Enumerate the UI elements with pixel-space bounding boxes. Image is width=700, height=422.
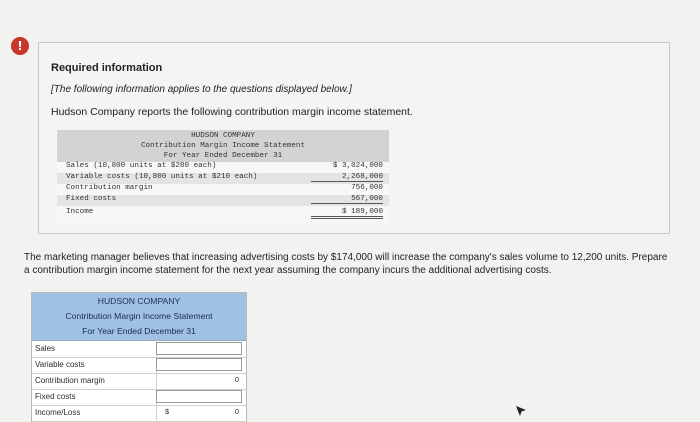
row-label[interactable]: Contribution margin <box>35 376 105 385</box>
answer-row-contribution-margin <box>32 373 246 390</box>
answer-title: Contribution Margin Income Statement <box>65 311 213 321</box>
answer-row-income-loss <box>32 405 246 422</box>
statement-period: For Year Ended December 31 <box>163 152 283 160</box>
row-label: Fixed costs <box>66 195 117 203</box>
row-amount: 567,000 <box>311 195 383 204</box>
statement-row-sales <box>57 162 389 173</box>
row-label[interactable]: Fixed costs <box>35 392 76 401</box>
question-text: The marketing manager believes that increasing advertising costs by $174,000 will increase the company's sales volume to 12,200 units. Prepare a contribution margin income statement for the next year assuming the company incurs the additional advertising costs. <box>24 252 668 276</box>
income-loss-amount: $ 0 <box>165 407 239 416</box>
row-label[interactable]: Variable costs <box>35 360 85 369</box>
statement-row-income <box>57 208 389 219</box>
answer-income-statement <box>31 292 247 422</box>
statement-row-variable-costs <box>57 173 389 184</box>
row-label[interactable]: Sales <box>35 344 56 353</box>
answer-row-variable-costs <box>32 357 246 374</box>
row-amount: 756,000 <box>351 184 383 192</box>
row-label: Income <box>66 208 94 216</box>
row-amount: $ 189,000 <box>311 208 383 219</box>
info-heading: Required information <box>51 62 163 74</box>
statement-title: Contribution Margin Income Statement <box>140 142 306 150</box>
statement-header <box>57 130 389 162</box>
row-label: Sales (10,800 units at $280 each) <box>66 162 217 170</box>
info-intro: Hudson Company reports the following contribution margin income statement. <box>51 106 413 118</box>
alert-icon: ! <box>11 37 29 55</box>
mouse-cursor-icon <box>515 405 527 417</box>
row-amount: 2,268,000 <box>311 173 383 182</box>
given-income-statement <box>57 130 389 224</box>
answer-row-sales <box>32 341 246 358</box>
sales-amount-input[interactable] <box>156 342 242 355</box>
answer-header <box>32 293 246 341</box>
row-label: Contribution margin <box>66 184 153 192</box>
row-label: Variable costs (10,800 units at $210 each) <box>66 173 258 181</box>
statement-row-contribution-margin <box>57 184 389 195</box>
statement-row-fixed-costs <box>57 195 389 206</box>
statement-company: HUDSON COMPANY <box>191 132 255 140</box>
variable-costs-amount-input[interactable] <box>156 358 242 371</box>
fixed-costs-amount-input[interactable] <box>156 390 242 403</box>
answer-row-fixed-costs <box>32 389 246 406</box>
contribution-margin-amount: 0 <box>234 375 239 384</box>
answer-period: For Year Ended December 31 <box>82 326 196 336</box>
row-label[interactable]: Income/Loss <box>35 408 81 417</box>
required-information-panel <box>38 42 670 234</box>
answer-company: HUDSON COMPANY <box>97 296 181 306</box>
row-amount: $ 3,024,000 <box>332 162 383 170</box>
info-note: [The following information applies to the questions displayed below.] <box>51 84 352 95</box>
